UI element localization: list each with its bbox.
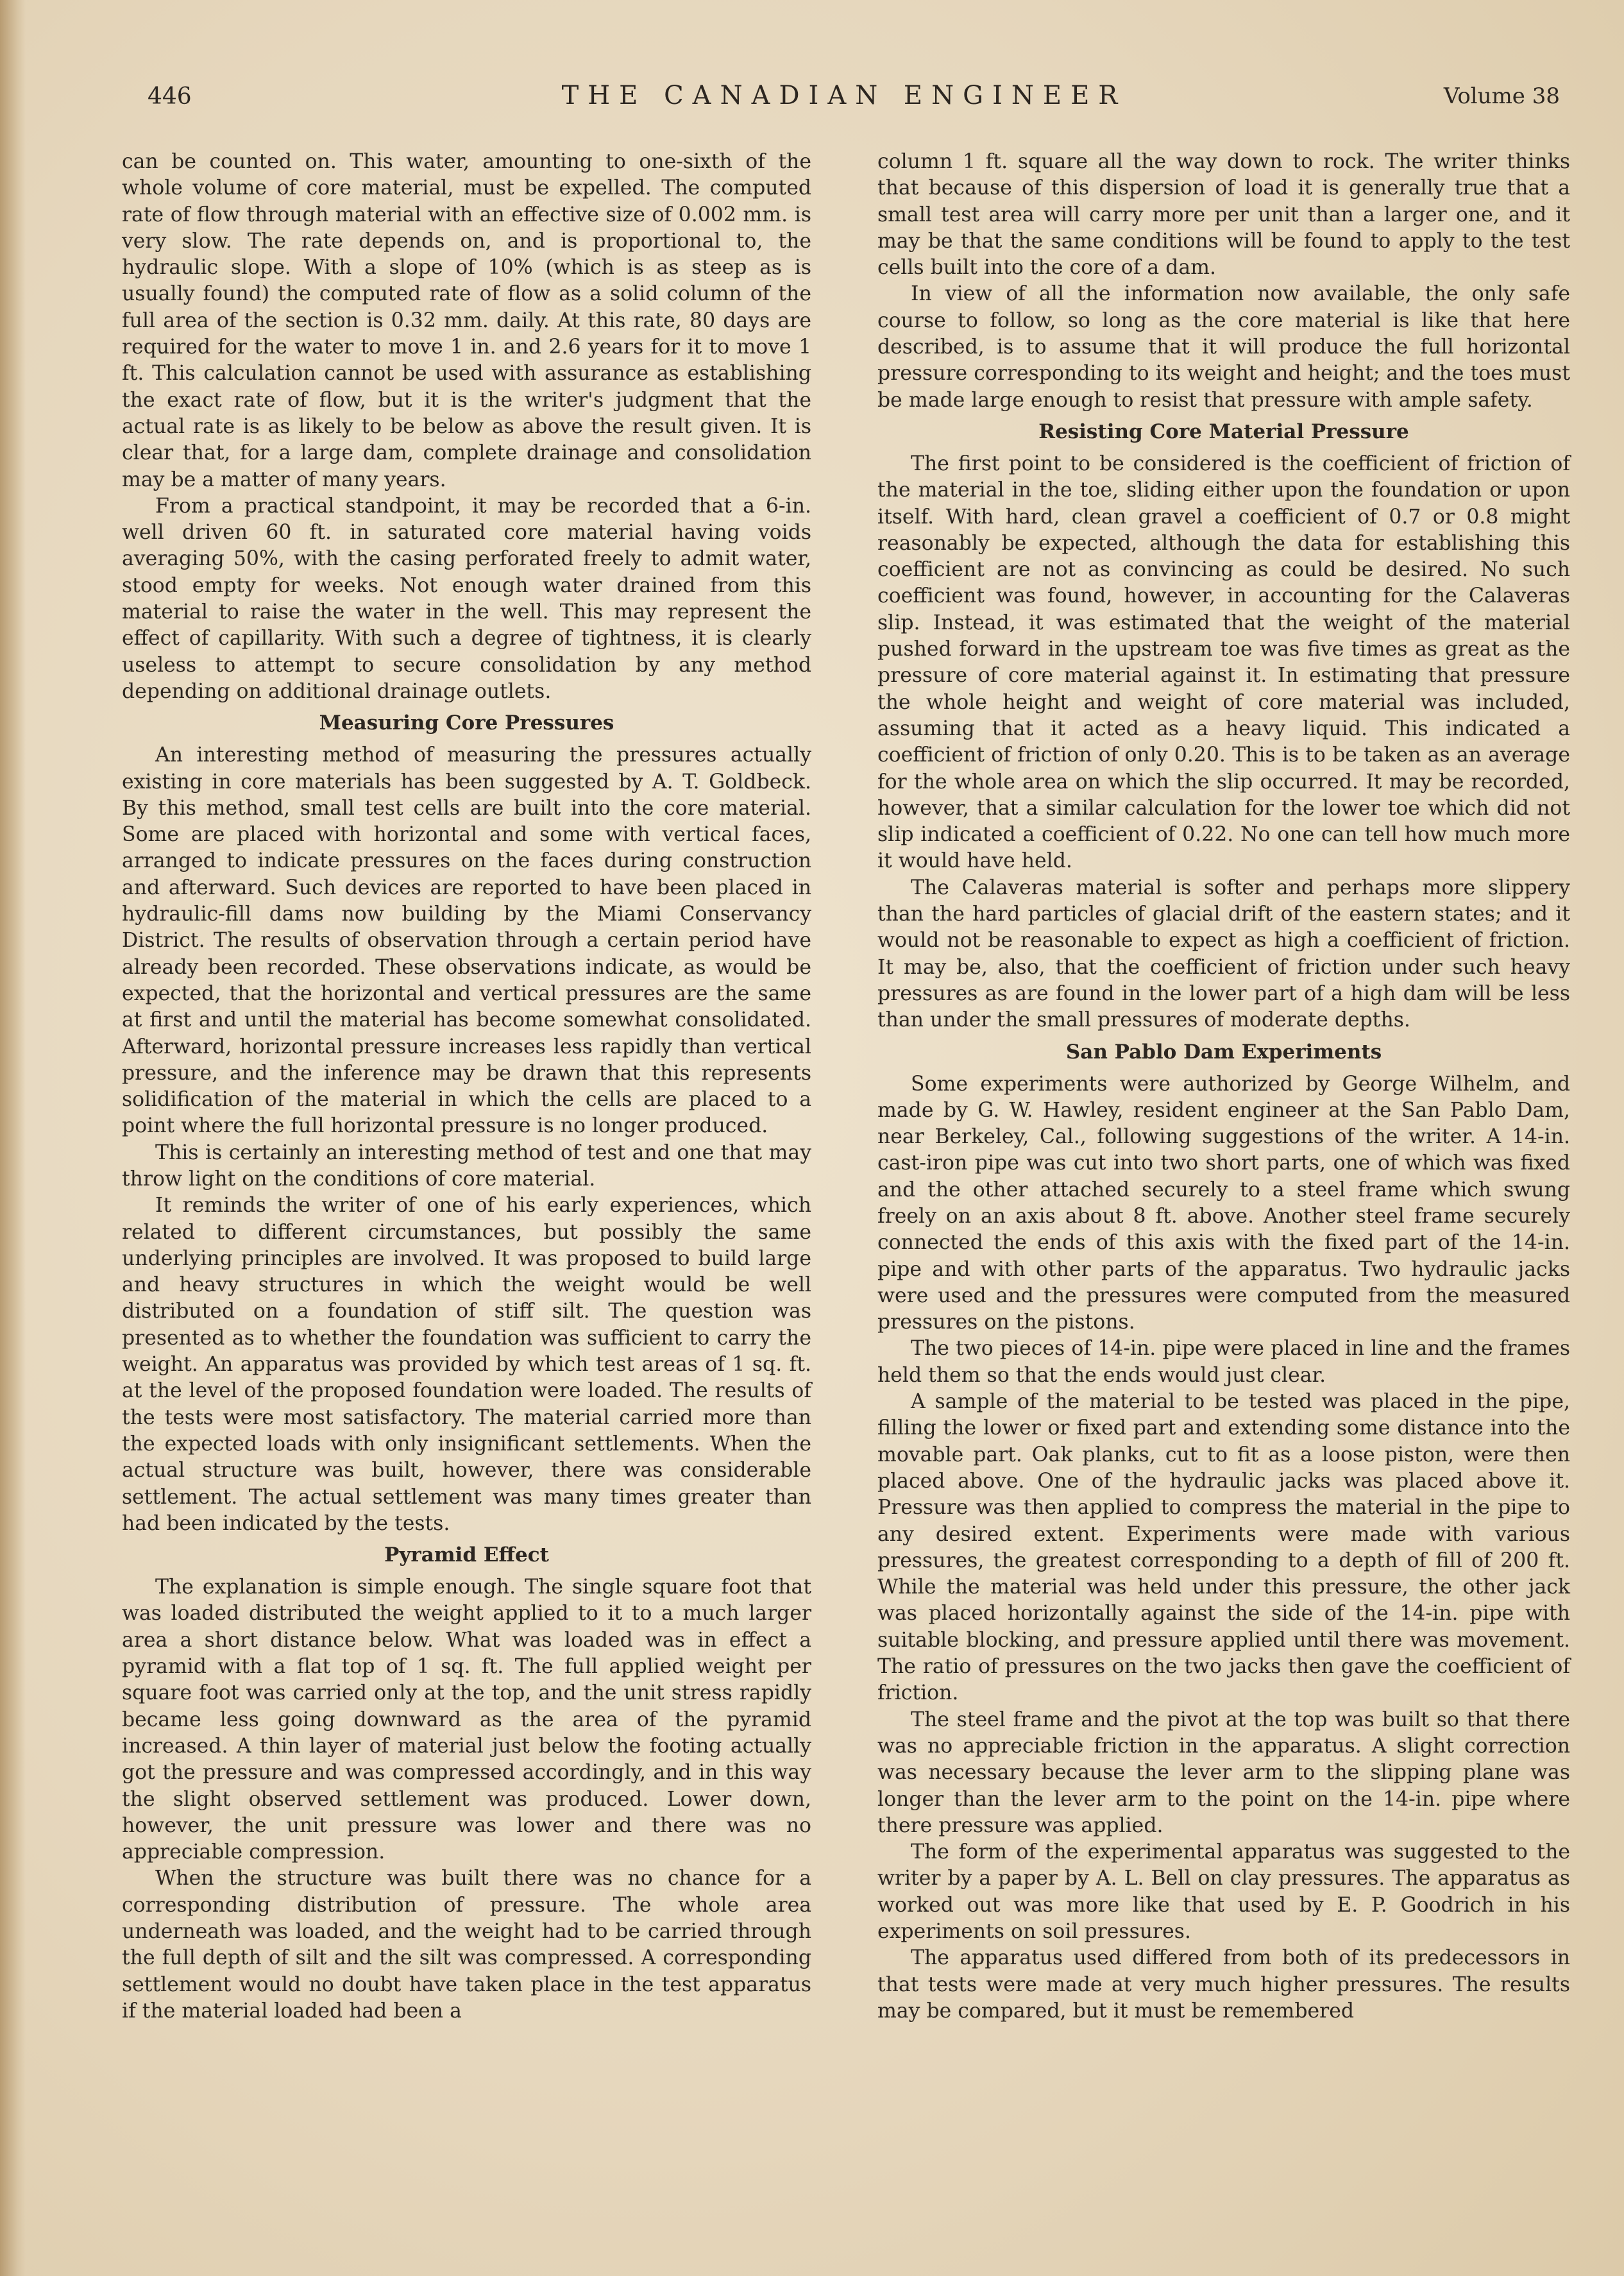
- paragraph: It reminds the writer of one of his early experiences, which related to different circumstances, but possibly the same underlying principles are involved. It was proposed to build large and heavy structures in which the weight would be well distributed on a foundation of stiff silt. The question was presented as to whether the foundation was sufficient to carry the weight. An apparatus was provided by which test areas of 1 sq. ft. at the level of the proposed foundation were loaded. The results of the tests were most satisfactory. The material carried more than the expected loads with only insignificant settlements. When the actual structure was built, however, there was considerable settlement. The actual settlement was many times greater than had been indicated by the tests.: [122, 1194, 811, 1535]
- journal-title: THE CANADIAN ENGINEER: [561, 81, 1127, 110]
- section-heading: Measuring Core Pressures: [319, 711, 614, 735]
- right-column: [877, 149, 1570, 2025]
- paragraph: The explanation is simple enough. The single square foot that was loaded distributed the weight applied to it to a much larger area a short distance below. What was loaded was in effect a pyramid with a flat top of 1 sq. ft. The full applied weight per square foot was carried only at the top, and the unit stress rapidly became less going downward as the area of the pyramid increased. A thin layer of material just below the footing actually got the pressure and was compressed accordingly, and in this way the slight observed settlement was produced. Lower down, however, the unit pressure was lower and there was no appreciable compression.: [122, 1575, 811, 1864]
- paragraph: The two pieces of 14-in. pipe were placed in line and the frames held them so that the ends would just clear.: [877, 1337, 1570, 1387]
- volume-label: Volume 38: [1443, 83, 1560, 109]
- paragraph: This is certainly an interesting method of test and one that may throw light on the conditions of core material.: [122, 1141, 811, 1191]
- paragraph: The Calaveras material is softer and perhaps more slippery than the hard particles of glacial drift of the eastern states; and it would not be reasonable to expect as high a coefficient of friction. It may be, also, that the coefficient of friction under such heavy pressures as are found in the lower part of a high dam will be less than under the small pressures of moderate depths.: [877, 876, 1570, 1032]
- paragraph: A sample of the material to be tested was placed in the pipe, filling the lower or fixed part and extending some distance into the movable part. Oak planks, cut to fit as a loose piston, were then placed above. One of the hydraulic jacks was placed above it. Pressure was then applied to compress the material in the pipe to any desired extent. Experiments were made with various pressures, the greatest corresponding to a depth of fill of 200 ft. While the material was held under this pressure, the other jack was placed horizontally against the side of the 14-in. pipe with suitable blocking, and pressure applied until there was movement. The ratio of pressures on the two jacks then gave the coefficient of friction.: [877, 1390, 1570, 1705]
- paragraph: column 1 ft. square all the way down to rock. The writer thinks that because of this dispersion of load it is generally true that a small test area will carry more per unit than a larger one, and it may be that the same conditions will be found to apply to the test cells built into the core of a dam.: [877, 150, 1570, 280]
- paragraph: Some experiments were authorized by George Wilhelm, and made by G. W. Hawley, resident engineer at the San Pablo Dam, near Berkeley, Cal., following suggestions of the writer. A 14-in. cast-iron pipe was cut into two short parts, one of which was fixed and the other attached securely to a steel frame which swung freely on an axis about 8 ft. above. Another steel frame securely connected the ends of this axis with the fixed part of the 14-in. pipe and with other parts of the apparatus. Two hydraulic jacks were used and the pressures were computed from the measured pressures on the pistons.: [877, 1072, 1570, 1334]
- section-heading: San Pablo Dam Experiments: [1065, 1040, 1382, 1064]
- left-column: [122, 149, 811, 2025]
- paragraph: From a practical standpoint, it may be recorded that a 6-in. well driven 60 ft. in saturated core material having voids averaging 50%, with the casing perforated freely to admit water, stood empty for weeks. Not enough water drained from this material to raise the water in the well. This may represent the effect of capillarity. With such a degree of tightness, it is clearly useless to attempt to secure consolidation by any method depending on additional drainage outlets.: [122, 494, 811, 703]
- paragraph: An interesting method of measuring the pressures actually existing in core materials has been suggested by A. T. Goldbeck. By this method, small test cells are built into the core material. Some are placed with horizontal and some with vertical faces, arranged to indicate pressures on the faces during construction and afterward. Such devices are reported to have been placed in hydraulic-fill dams now building by the Miami Conservancy District. The results of observation through a certain period have already been recorded. These observations indicate, as would be expected, that the horizontal and vertical pressures are the same at first and until the material has become somewhat consolidated. Afterward, horizontal pressure increases less rapidly than vertical pressure, and the inference may be drawn that this represents solidification of the material in which the cells are placed to a point where the full horizontal pressure is no longer produced.: [122, 743, 811, 1138]
- paragraph: can be counted on. This water, amounting to one-sixth of the whole volume of core material, must be expelled. The computed rate of flow through material with an effective size of 0.002 mm. is very slow. The rate depends on, and is proportional to, the hydraulic slope. With a slope of 10% (which is as steep as is usually found) the computed rate of flow as a solid column of the full area of the section is 0.32 mm. daily. At this rate, 80 days are required for the water to move 1 in. and 2.6 years for it to move 1 ft. This calculation cannot be used with assurance as establishing the exact rate of flow, but it is the writer's judgment that the actual rate is as likely to be below as above the result given. It is clear that, for a large dam, complete drainage and consolidation may be a matter of many years.: [122, 150, 811, 491]
- paragraph: The form of the experimental apparatus was suggested to the writer by a paper by A. L. Bell on clay pressures. The apparatus as worked out was more like that used by E. P. Goodrich in his experiments on soil pressures.: [877, 1840, 1570, 1943]
- section-heading: Resisting Core Material Pressure: [1038, 420, 1409, 443]
- paragraph: In view of all the information now available, the only safe course to follow, so long as the core material is like that here described, is to assume that it will produce the full horizontal pressure corresponding to its weight and height; and the toes must be made large enough to resist that pressure with ample safety.: [877, 282, 1570, 412]
- page-number: 446: [148, 83, 192, 110]
- page-header: [128, 76, 1560, 114]
- section-heading: Pyramid Effect: [384, 1543, 549, 1567]
- paragraph: The steel frame and the pivot at the top was built so that there was no appreciable friction in the apparatus. A slight correction was necessary because the lever arm to the slipping plane was longer than the lever arm to the point on the 14-in. pipe where there pressure was applied.: [877, 1708, 1570, 1837]
- paragraph: The first point to be considered is the coefficient of friction of the material in the toe, sliding either upon the foundation or upon itself. With hard, clean gravel a coefficient of 0.7 or 0.8 might reasonably be expected, although the data for establishing this coefficient are not as convincing as could be desired. No such coefficient was found, however, in accounting for the Calaveras slip. Instead, it was estimated that the weight of the material pushed forward in the upstream toe was five times as great as the pressure of core material against it. In estimating that pressure the whole height and weight of core material was included, assuming that it acted as a heavy liquid. This indicated a coefficient of friction of only 0.20. This is to be taken as an average for the whole area on which the slip occurred. It may be recorded, however, that a similar calculation for the lower toe which did not slip indicated a coefficient of 0.22. No one can tell how much more it would have held.: [877, 452, 1570, 873]
- paragraph: The apparatus used differed from both of its predecessors in that tests were made at very much higher pressures. The results may be compared, but it must be remembered: [877, 1946, 1570, 2023]
- binding-shadow: [0, 0, 26, 2276]
- paragraph: When the structure was built there was no chance for a corresponding distribution of pressure. The whole area underneath was loaded, and the weight had to be carried through the full depth of silt and the silt was compressed. A corresponding settlement would no doubt have taken place in the test apparatus if the material loaded had been a: [122, 1867, 811, 2023]
